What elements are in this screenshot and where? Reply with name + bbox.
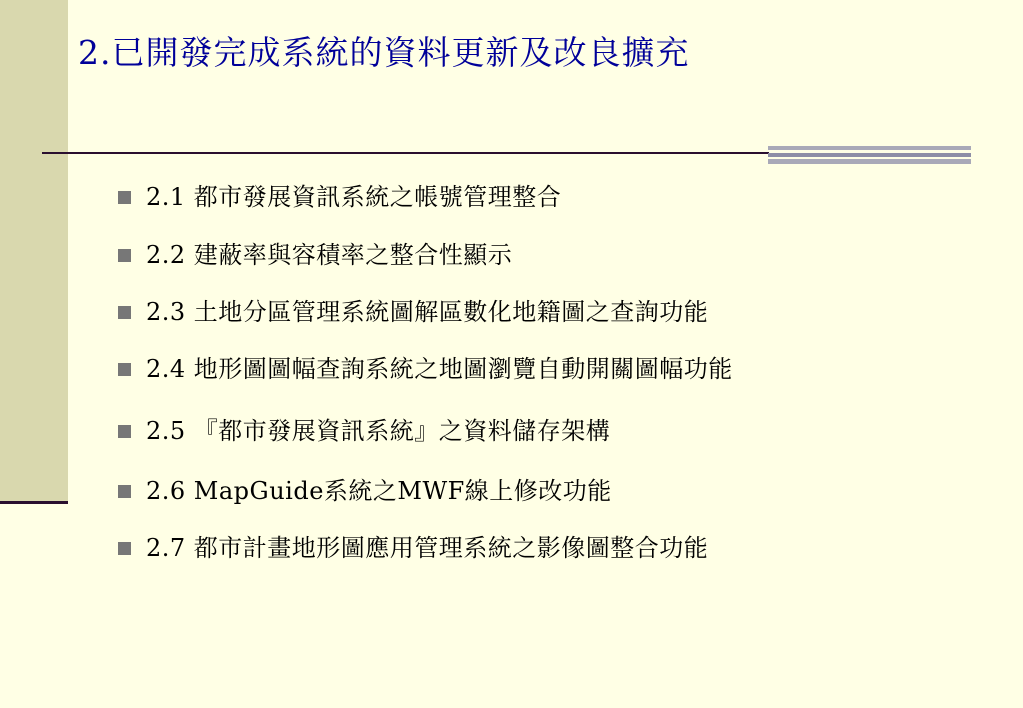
slide-title: 2.已開發完成系統的資料更新及改良擴充 [78, 33, 690, 72]
bullet-item-2-2 [118, 237, 512, 273]
bullet-text: 2.7 都市計畫地形圖應用管理系統之影像圖整合功能 [146, 534, 709, 562]
square-bullet-icon [118, 485, 131, 498]
bullet-text: 2.3 土地分區管理系統圖解區數化地籍圖之查詢功能 [146, 298, 709, 326]
bullet-text: 2.2 建蔽率與容積率之整合性顯示 [146, 241, 513, 269]
bullet-item-2-6 [118, 473, 612, 509]
bullet-item-2-4 [118, 351, 733, 387]
bullet-item-2-1 [118, 179, 561, 215]
square-bullet-icon [118, 425, 131, 438]
square-bullet-icon [118, 249, 131, 262]
bullet-text: 2.1 都市發展資訊系統之帳號管理整合 [146, 183, 562, 211]
bullet-text: 2.4 地形圖圖幅查詢系統之地圖瀏覽自動開關圖幅功能 [146, 355, 733, 383]
square-bullet-icon [118, 363, 131, 376]
bullet-text: 2.5 『都市發展資訊系統』之資料儲存架構 [146, 417, 611, 445]
square-bullet-icon [118, 306, 131, 319]
bullet-item-2-7 [118, 530, 708, 566]
square-bullet-icon [118, 191, 131, 204]
bullet-text: 2.6 MapGuide系統之MWF線上修改功能 [146, 477, 612, 505]
bullet-item-2-3 [118, 294, 708, 330]
bullet-item-2-5 [118, 413, 610, 449]
square-bullet-icon [118, 542, 131, 555]
